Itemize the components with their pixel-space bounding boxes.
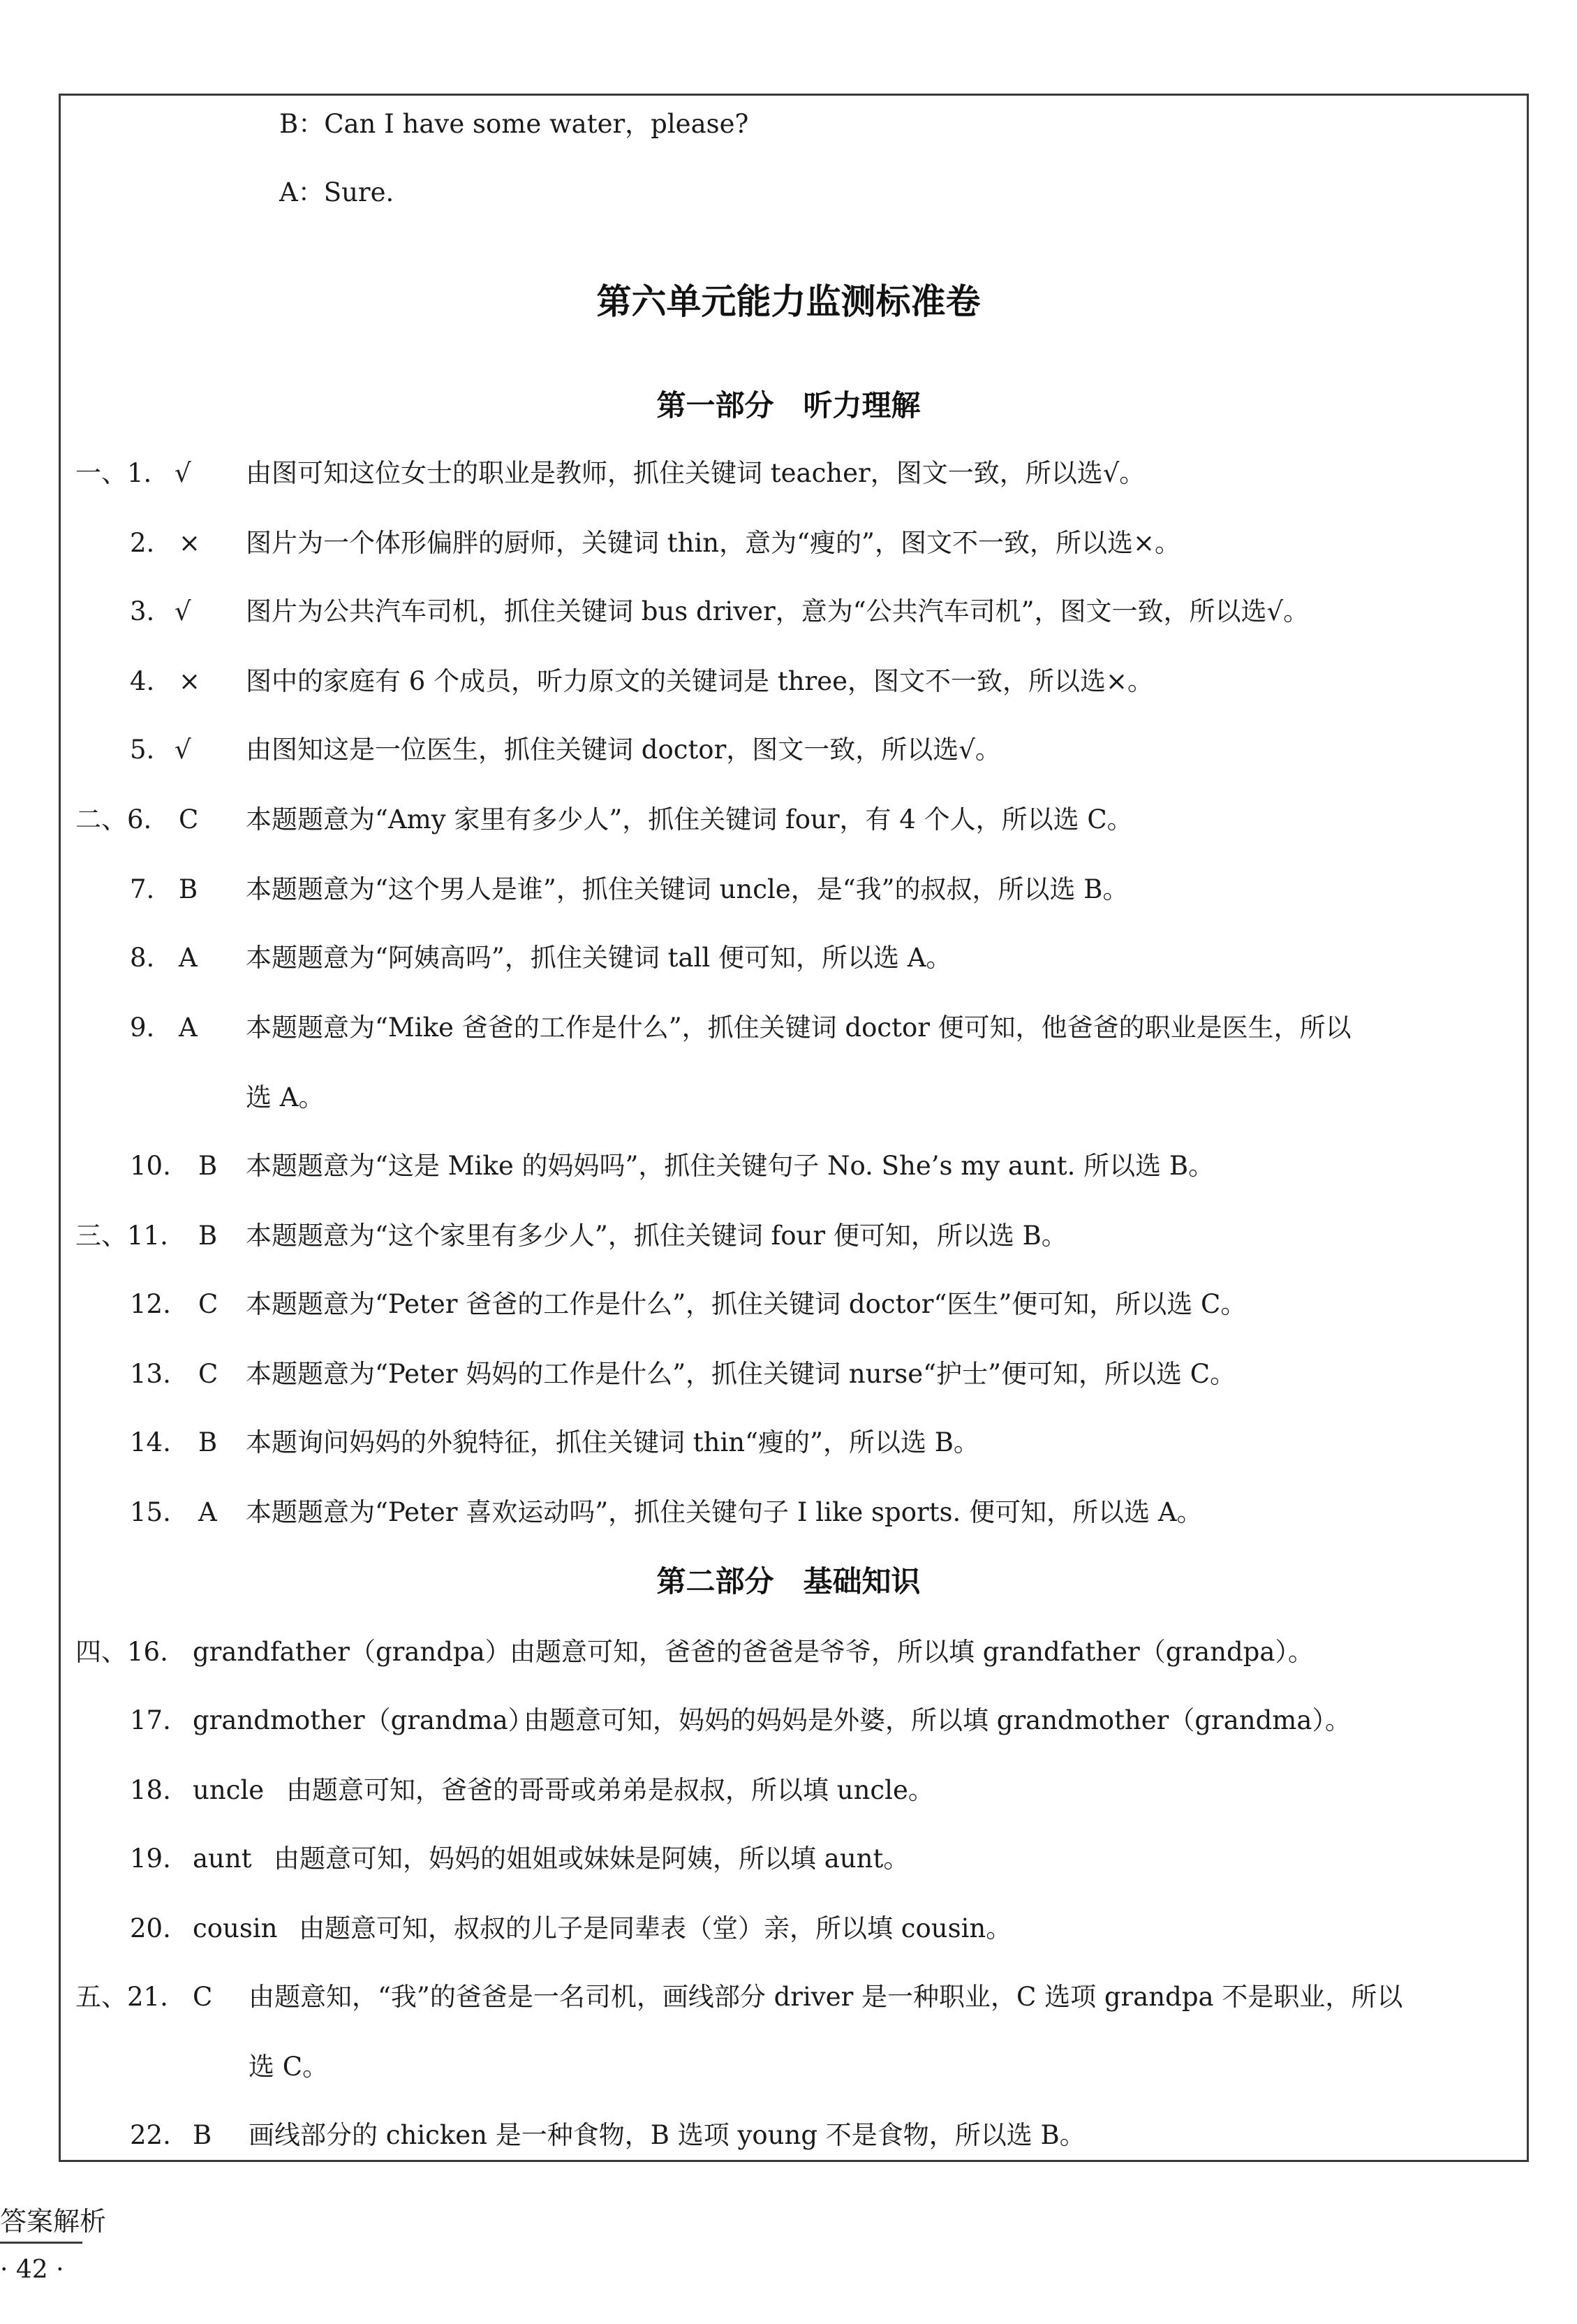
- question-number: 四、16.: [75, 1637, 168, 1667]
- question-number: 15.: [130, 1497, 171, 1527]
- question-number: 14.: [130, 1427, 171, 1457]
- explanation-text: 图中的家庭有 6 个成员，听力原文的关键词是 three，图文不一致，所以选×。: [246, 666, 1154, 696]
- explanation-text: 由题意可知，妈妈的妈妈是外婆，所以填 grandmother（grandma）。: [524, 1705, 1351, 1735]
- explanation-text: 由题意可知，妈妈的姐姐或妹妹是阿姨，所以填 aunt。: [274, 1844, 910, 1874]
- question-number: 4.: [130, 666, 155, 696]
- answer-key: B: [198, 1427, 218, 1457]
- explanation-text: 图片为公共汽车司机，抓住关键词 bus driver，意为“公共汽车司机”，图文一致，所以选√。: [246, 596, 1310, 626]
- question-number: 20.: [130, 1913, 171, 1943]
- question-number: 3.: [130, 596, 155, 626]
- answer-key: ×: [179, 528, 201, 558]
- question-number: 8.: [130, 943, 155, 973]
- question-number: 17.: [130, 1705, 171, 1735]
- answer-key: ×: [179, 666, 201, 696]
- answer-key: C: [193, 1982, 213, 2012]
- question-number: 三、11.: [75, 1221, 168, 1251]
- page-title: 第六单元能力监测标准卷: [596, 281, 981, 322]
- explanation-text: 选 C。: [249, 2052, 329, 2082]
- dialogue-line-b: B：Can I have some water，please?: [279, 109, 749, 139]
- question-number: 10.: [130, 1151, 171, 1181]
- answer-key: C: [179, 804, 199, 834]
- explanation-text: 本题询问妈妈的外貌特征，抓住关键词 thin“瘦的”，所以选 B。: [246, 1427, 979, 1457]
- explanation-text: 图片为一个体形偏胖的厨师，关键词 thin，意为“瘦的”，图文不一致，所以选×。: [246, 528, 1180, 558]
- answer-key: A: [198, 1497, 217, 1527]
- answer-key: aunt: [193, 1844, 252, 1874]
- answer-key: A: [179, 943, 198, 973]
- explanation-text: 本题题意为“Peter 喜欢运动吗”，抓住关键句子 I like sports. 便可知，所以选 A。: [246, 1497, 1203, 1527]
- explanation-text: 本题题意为“Peter 爸爸的工作是什么”，抓住关键词 doctor“医生”便可知，所以选 C。: [246, 1289, 1247, 1319]
- question-number: 一、1.: [75, 458, 152, 488]
- answer-key: cousin: [193, 1913, 278, 1943]
- explanation-text: 由题意可知，叔叔的儿子是同辈表（堂）亲，所以填 cousin。: [299, 1913, 1012, 1943]
- section-heading-part2: 第二部分 基础知识: [656, 1564, 921, 1598]
- question-number: 2.: [130, 528, 155, 558]
- explanation-text: 本题题意为“Mike 爸爸的工作是什么”，抓住关键词 doctor 便可知，他爸爸的职业是医生，所以: [246, 1013, 1352, 1043]
- explanation-text: 本题题意为“这是 Mike 的妈妈吗”，抓住关键句子 No. She’s my aunt. 所以选 B。: [246, 1151, 1215, 1181]
- question-number: 7.: [130, 874, 155, 904]
- question-number: 五、21.: [75, 1982, 168, 2012]
- answer-key: √: [175, 735, 191, 765]
- page-number: · 42 ·: [0, 2256, 64, 2284]
- question-number: 19.: [130, 1844, 171, 1874]
- question-number: 22.: [130, 2120, 171, 2150]
- footer-divider: [0, 2242, 82, 2244]
- explanation-text: 画线部分的 chicken 是一种食物，B 选项 young 不是食物，所以选 B。: [249, 2120, 1086, 2150]
- answer-key: √: [175, 596, 191, 626]
- answer-key: C: [198, 1359, 219, 1389]
- section-heading-part1: 第一部分 听力理解: [656, 388, 921, 422]
- question-number: 9.: [130, 1013, 155, 1043]
- explanation-text: 选 A。: [246, 1082, 325, 1112]
- explanation-text: 由图知这是一位医生，抓住关键词 doctor，图文一致，所以选√。: [246, 735, 1001, 765]
- answer-key: B: [179, 874, 198, 904]
- answer-key: uncle: [193, 1775, 265, 1805]
- explanation-text: 本题题意为“Peter 妈妈的工作是什么”，抓住关键词 nurse“护士”便可知，所以选 C。: [246, 1359, 1236, 1389]
- explanation-text: 本题题意为“阿姨高吗”，抓住关键词 tall 便可知，所以选 A。: [246, 943, 952, 973]
- answer-key: A: [179, 1013, 198, 1043]
- dialogue-line-a: A：Sure.: [279, 177, 394, 207]
- explanation-text: 由题意知，“我”的爸爸是一名司机，画线部分 driver 是一种职业，C 选项 grandpa 不是职业，所以: [249, 1982, 1403, 2012]
- question-number: 12.: [130, 1289, 171, 1319]
- explanation-text: 由图可知这位女士的职业是教师，抓住关键词 teacher，图文一致，所以选√。: [246, 458, 1146, 488]
- question-number: 二、6.: [75, 804, 152, 834]
- question-number: 18.: [130, 1775, 171, 1805]
- explanation-text: 本题题意为“这个男人是谁”，抓住关键词 uncle，是“我”的叔叔，所以选 B。: [246, 874, 1129, 904]
- explanation-text: 由题意可知，爸爸的哥哥或弟弟是叔叔，所以填 uncle。: [286, 1775, 934, 1805]
- answer-key: grandfather（grandpa）: [193, 1637, 511, 1667]
- answer-key: C: [198, 1289, 219, 1319]
- answer-key: B: [193, 2120, 212, 2150]
- question-number: 5.: [130, 735, 155, 765]
- question-number: 13.: [130, 1359, 171, 1389]
- answer-key: B: [198, 1151, 218, 1181]
- footer-label: 答案解析: [0, 2206, 107, 2237]
- explanation-text: 本题题意为“这个家里有多少人”，抓住关键词 four 便可知，所以选 B。: [246, 1221, 1067, 1251]
- explanation-text: 由题意可知，爸爸的爸爸是爷爷，所以填 grandfather（grandpa）。: [510, 1637, 1314, 1667]
- answer-key: grandmother（grandma）: [193, 1705, 534, 1735]
- explanation-text: 本题题意为“Amy 家里有多少人”，抓住关键词 four，有 4 个人，所以选 C。: [246, 804, 1133, 834]
- answer-key: B: [198, 1221, 218, 1251]
- answer-key: √: [175, 458, 191, 488]
